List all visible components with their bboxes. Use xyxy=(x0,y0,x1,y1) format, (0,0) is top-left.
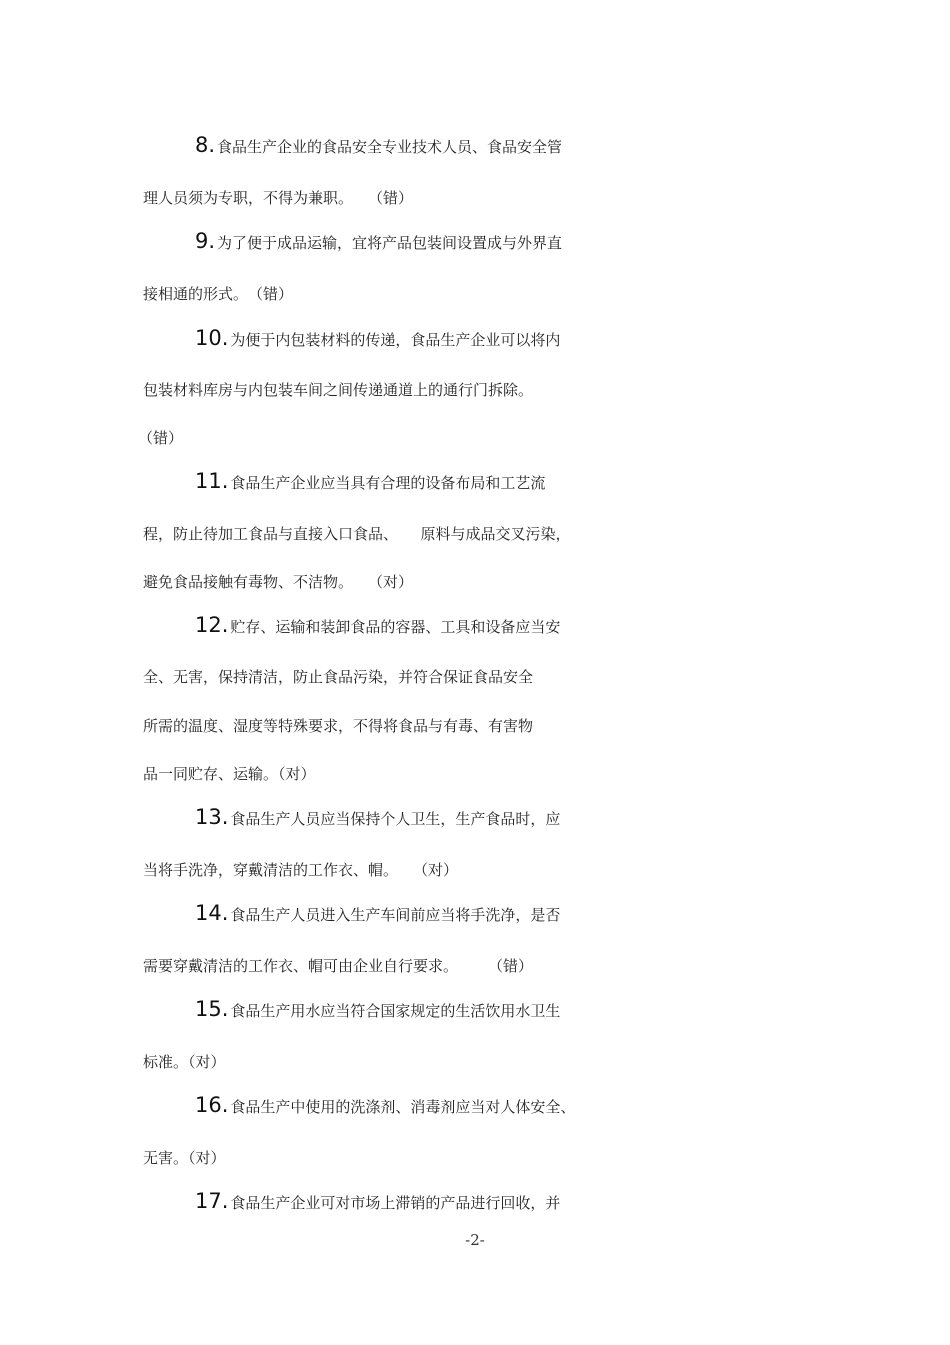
item-8-first-line xyxy=(195,135,562,157)
item-number: 17. xyxy=(195,1189,229,1213)
item-13-continuation: 当将手洗净，穿戴清洁的工作衣、帽。 （对） xyxy=(143,861,459,879)
item-9-first-line xyxy=(195,231,562,253)
item-11-first-line xyxy=(195,471,545,493)
item-number: 14. xyxy=(195,901,229,925)
item-text: 食品生产人员进入生产车间前应当将手洗净，是否 xyxy=(230,906,561,924)
item-15-first-line xyxy=(195,999,560,1021)
item-15-continuation: 标准。（对） xyxy=(143,1053,226,1071)
item-text: 为便于内包装材料的传递，食品生产企业可以将内 xyxy=(230,331,561,349)
item-10-answer: （错） xyxy=(138,429,184,447)
item-text: 食品生产企业的食品安全专业技术人员、食品安全管 xyxy=(217,138,563,156)
item-14-continuation: 需要穿戴清洁的工作衣、帽可由企业自行要求。 （错） xyxy=(143,957,534,975)
item-12-continuation: 品一同贮存、运输。（对） xyxy=(143,765,316,783)
item-14-first-line xyxy=(195,903,560,925)
item-text: 食品生产人员应当保持个人卫生，生产食品时，应 xyxy=(230,810,561,828)
item-number: 16. xyxy=(195,1093,229,1117)
item-number: 11. xyxy=(195,469,229,493)
item-12-continuation: 所需的温度、湿度等特殊要求，不得将食品与有毒、有害物 xyxy=(143,717,534,735)
item-number: 9. xyxy=(195,229,216,253)
item-text: 贮存、运输和装卸食品的容器、工具和设备应当安 xyxy=(230,618,561,636)
item-text: 为了便于成品运输，宜将产品包装间设置成与外界直 xyxy=(217,234,563,252)
item-12-first-line xyxy=(195,615,560,637)
page-number: -2- xyxy=(465,1231,485,1249)
item-12-continuation: 全、无害，保持清洁，防止食品污染，并符合保证食品安全 xyxy=(143,668,534,686)
item-number: 15. xyxy=(195,997,229,1021)
item-10-continuation: 包装材料库房与内包装车间之间传递通道上的通行门拆除。 xyxy=(143,381,534,399)
item-text: 食品生产企业可对市场上滞销的产品进行回收，并 xyxy=(230,1194,561,1212)
item-text: 食品生产企业应当具有合理的设备布局和工艺流 xyxy=(230,474,546,492)
item-8-continuation: 理人员须为专职，不得为兼职。 （错） xyxy=(143,189,414,207)
item-16-first-line xyxy=(195,1095,575,1117)
item-text: 食品生产中使用的洗涤剂、消毒剂应当对人体安全、 xyxy=(230,1098,576,1116)
item-11-continuation: 程，防止待加工食品与直接入口食品、 原料与成品交叉污染， xyxy=(143,525,571,543)
item-10-first-line xyxy=(195,328,560,350)
item-number: 8. xyxy=(195,133,216,157)
item-number: 13. xyxy=(195,805,229,829)
item-text: 食品生产用水应当符合国家规定的生活饮用水卫生 xyxy=(230,1002,561,1020)
item-17-first-line xyxy=(195,1191,560,1213)
item-11-continuation: 避免食品接触有毒物、不洁物。 （对） xyxy=(143,573,414,591)
item-16-continuation: 无害。（对） xyxy=(143,1149,226,1167)
item-number: 12. xyxy=(195,613,229,637)
item-number: 10. xyxy=(195,326,229,350)
item-13-first-line xyxy=(195,807,560,829)
item-9-continuation: 接相通的形式。 （错） xyxy=(143,285,294,303)
